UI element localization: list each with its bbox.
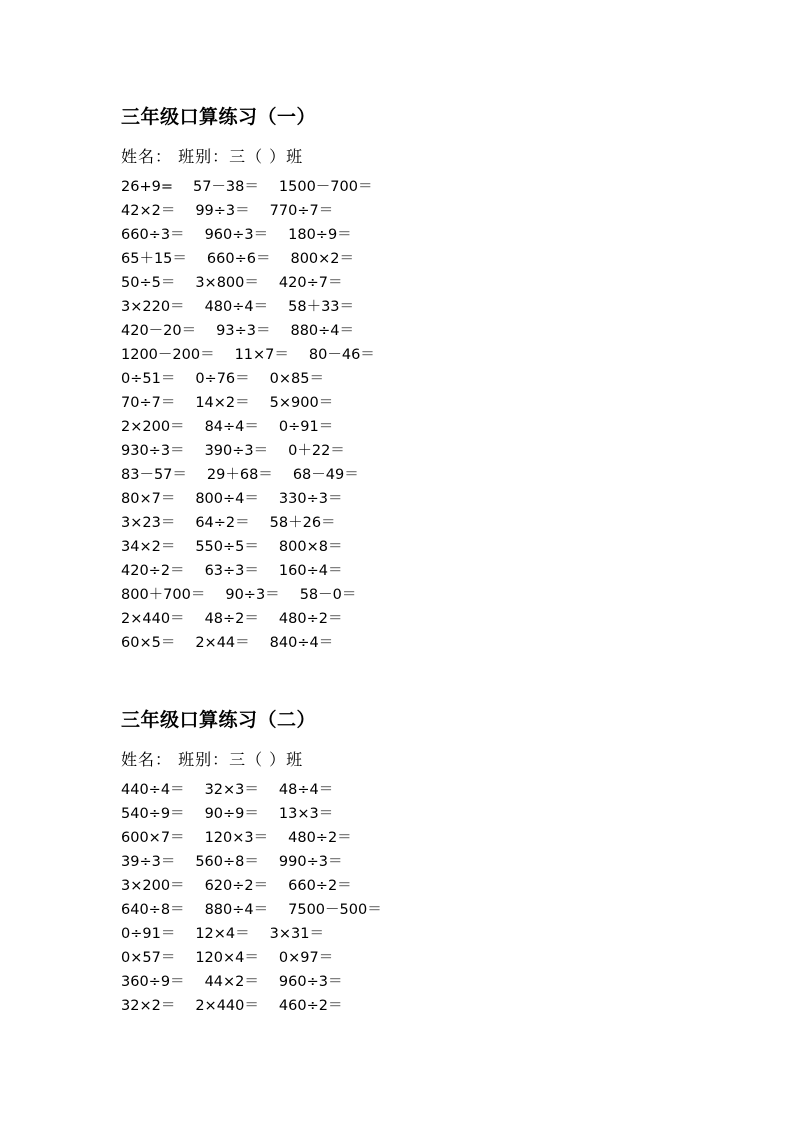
problem-row (121, 631, 681, 655)
math-problem: 660÷6＝ (206, 251, 271, 267)
math-problem: 58＋26＝ (269, 515, 336, 531)
problem-row (121, 247, 681, 271)
math-problem: 3×220＝ (121, 299, 185, 315)
math-problem: 0÷76＝ (195, 371, 250, 387)
problem-row (121, 874, 681, 898)
math-problem: 2×440＝ (195, 998, 259, 1014)
math-problem: 70÷7＝ (121, 395, 176, 411)
problem-row (121, 607, 681, 631)
math-problem: 48÷2＝ (204, 611, 259, 627)
problem-row (121, 463, 681, 487)
math-problem: 2×440＝ (121, 611, 185, 627)
math-problem: 180÷9＝ (288, 227, 352, 243)
problem-row (121, 970, 681, 994)
math-problem: 11×7＝ (234, 347, 289, 363)
problem-row (121, 898, 681, 922)
math-problem: 660÷2＝ (288, 878, 352, 894)
math-problem: 2×44＝ (195, 635, 250, 651)
math-problem: 26+9= (121, 179, 173, 195)
math-problem: 640÷8＝ (121, 902, 185, 918)
section-title: 三年级口算练习（一） (121, 106, 317, 128)
math-problem: 880÷4＝ (290, 323, 355, 339)
math-problem: 420－20＝ (121, 323, 197, 339)
math-problem: 58＋33＝ (288, 299, 355, 315)
math-problem: 0×85＝ (269, 371, 324, 387)
math-problem: 880÷4＝ (204, 902, 269, 918)
math-problem: 390÷3＝ (204, 443, 269, 459)
math-problem: 0×57＝ (121, 950, 176, 966)
math-problem: 600×7＝ (121, 830, 185, 846)
math-problem: 48÷4＝ (278, 782, 334, 798)
math-problem: 7500－500＝ (288, 902, 382, 918)
math-problem: 3×200＝ (121, 878, 185, 894)
math-problem: 0÷51＝ (121, 371, 176, 387)
math-problem: 460÷2＝ (278, 998, 343, 1014)
math-problem: 160÷4＝ (278, 563, 343, 579)
math-problem: 83－57＝ (121, 467, 187, 483)
problem-row (121, 511, 681, 535)
math-problem: 32×2＝ (121, 998, 176, 1014)
problem-row (121, 223, 681, 247)
problem-row (121, 439, 681, 463)
problem-row (121, 391, 681, 415)
math-problem: 64÷2＝ (195, 515, 250, 531)
problem-row (121, 535, 681, 559)
math-problem: 800＋700＝ (121, 587, 206, 603)
math-problem: 990÷3＝ (278, 854, 343, 870)
math-problem: 960÷3＝ (278, 974, 343, 990)
math-problem: 0÷91＝ (278, 419, 334, 435)
math-problem: 0×97＝ (278, 950, 334, 966)
math-problem: 800×2＝ (290, 251, 355, 267)
problem-row (121, 778, 681, 802)
math-problem: 120×3＝ (204, 830, 269, 846)
math-problem: 1500－700＝ (278, 179, 373, 195)
math-problem: 0＋22＝ (288, 443, 345, 459)
math-problem: 57－38＝ (192, 179, 259, 195)
math-problem: 0÷91＝ (121, 926, 176, 942)
math-problem: 660÷3＝ (121, 227, 185, 243)
problem-row (121, 946, 681, 970)
math-problem: 32×3＝ (204, 782, 259, 798)
math-problem: 80－46＝ (308, 347, 375, 363)
math-problem: 930÷3＝ (121, 443, 185, 459)
math-problem: 44×2＝ (204, 974, 259, 990)
problem-row (121, 850, 681, 874)
problem-row (121, 994, 681, 1018)
problem-row (121, 175, 681, 199)
math-problem: 420÷2＝ (121, 563, 185, 579)
math-problem: 90÷9＝ (204, 806, 259, 822)
math-problem: 60×5＝ (121, 635, 176, 651)
math-problem: 360÷9＝ (121, 974, 185, 990)
problem-row (121, 487, 681, 511)
math-problem: 3×31＝ (269, 926, 324, 942)
math-problem: 63÷3＝ (204, 563, 259, 579)
student-info-line: 姓名： 班别：三（ ）班 (121, 750, 304, 769)
math-problem: 42×2＝ (121, 203, 176, 219)
math-problem: 93÷3＝ (216, 323, 271, 339)
math-problem: 50÷5＝ (121, 275, 176, 291)
math-problem: 34×2＝ (121, 539, 176, 555)
problem-row (121, 802, 681, 826)
problem-list (121, 175, 681, 655)
math-problem: 2×200＝ (121, 419, 185, 435)
practice-section-2 (121, 707, 681, 1018)
problem-list (121, 778, 681, 1018)
math-problem: 420÷7＝ (278, 275, 343, 291)
math-problem: 5×900＝ (269, 395, 334, 411)
problem-row (121, 271, 681, 295)
problem-row (121, 319, 681, 343)
math-problem: 480÷2＝ (288, 830, 352, 846)
math-problem: 3×23＝ (121, 515, 176, 531)
math-problem: 3×800＝ (195, 275, 259, 291)
math-problem: 120×4＝ (195, 950, 259, 966)
math-problem: 480÷4＝ (204, 299, 269, 315)
problem-row (121, 415, 681, 439)
problem-row (121, 343, 681, 367)
math-problem: 80×7＝ (121, 491, 176, 507)
math-problem: 620÷2＝ (204, 878, 269, 894)
math-problem: 84÷4＝ (204, 419, 259, 435)
problem-row (121, 583, 681, 607)
practice-section-1 (121, 104, 681, 655)
math-problem: 1200－200＝ (121, 347, 215, 363)
problem-row (121, 295, 681, 319)
math-problem: 99÷3＝ (195, 203, 250, 219)
math-problem: 560÷8＝ (195, 854, 259, 870)
math-problem: 960÷3＝ (204, 227, 269, 243)
problem-row (121, 826, 681, 850)
math-problem: 840÷4＝ (269, 635, 334, 651)
section-title: 三年级口算练习（二） (121, 709, 317, 731)
math-problem: 65＋15＝ (121, 251, 187, 267)
problem-row (121, 922, 681, 946)
math-problem: 770÷7＝ (269, 203, 334, 219)
math-problem: 800×8＝ (278, 539, 343, 555)
math-problem: 480÷2＝ (278, 611, 343, 627)
math-problem: 68－49＝ (292, 467, 359, 483)
student-info-line: 姓名： 班别：三（ ）班 (121, 147, 304, 166)
problem-row (121, 199, 681, 223)
math-problem: 13×3＝ (278, 806, 334, 822)
problem-row (121, 367, 681, 391)
math-problem: 39÷3＝ (121, 854, 176, 870)
math-problem: 29＋68＝ (206, 467, 273, 483)
math-problem: 540÷9＝ (121, 806, 185, 822)
math-problem: 440÷4＝ (121, 782, 185, 798)
math-problem: 90÷3＝ (225, 587, 280, 603)
math-problem: 550÷5＝ (195, 539, 259, 555)
problem-row (121, 559, 681, 583)
math-problem: 330÷3＝ (278, 491, 343, 507)
math-problem: 12×4＝ (195, 926, 250, 942)
math-problem: 800÷4＝ (195, 491, 259, 507)
math-problem: 58－0＝ (299, 587, 357, 603)
math-problem: 14×2＝ (195, 395, 250, 411)
